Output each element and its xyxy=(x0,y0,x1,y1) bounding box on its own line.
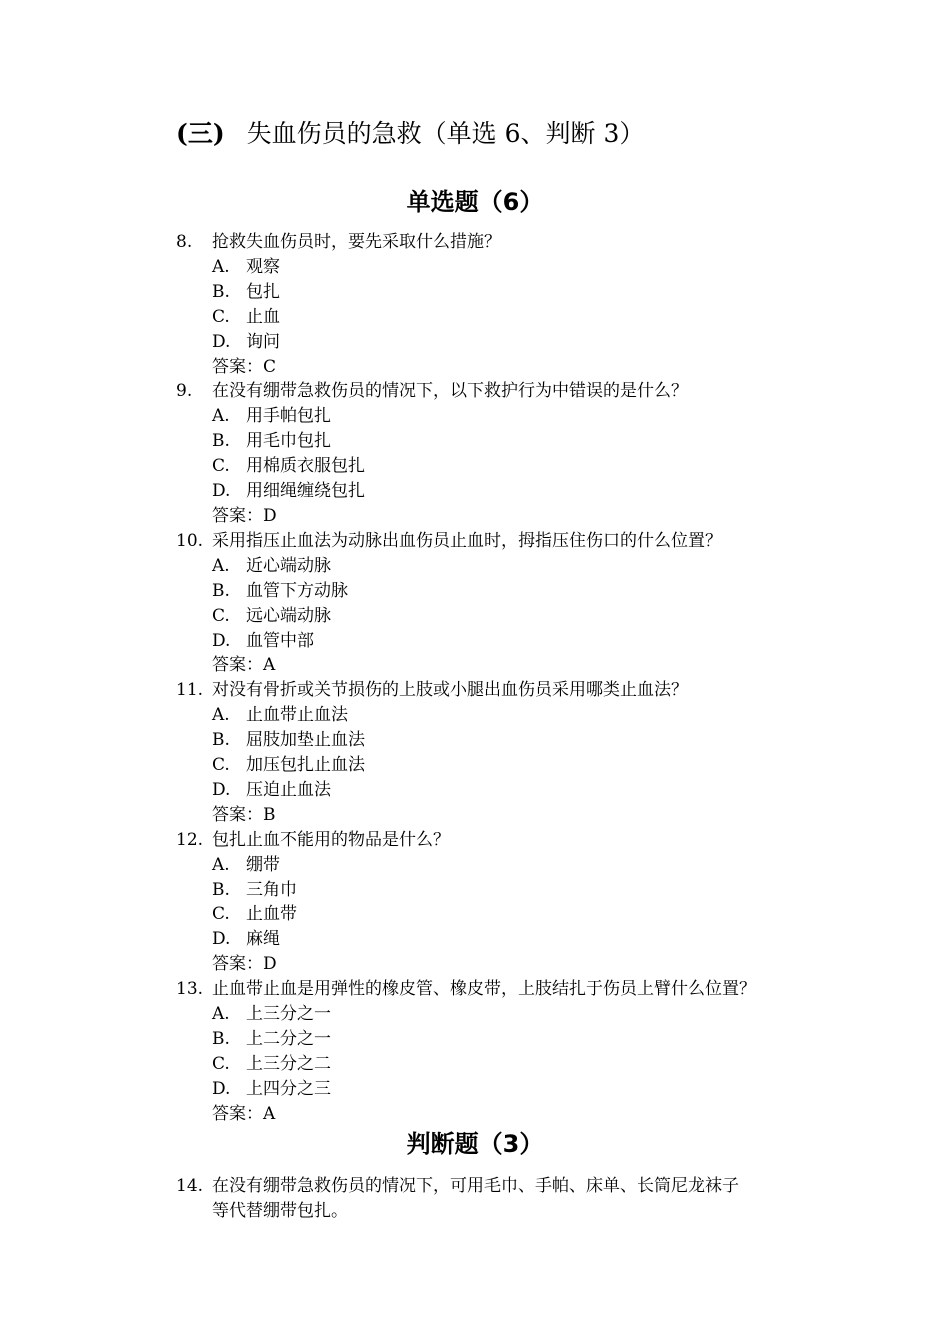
answer-option xyxy=(176,579,826,604)
option-text: 屈肢加垫止血法 xyxy=(246,730,365,751)
question-stem: 抢救失血伤员时，要先采取什么措施？ xyxy=(212,232,501,252)
option-letter: C. xyxy=(212,605,230,626)
section-title-text: 失血伤员的急救（单选 6、判断 3） xyxy=(246,119,645,148)
single-choice-list xyxy=(176,230,826,1127)
option-letter: D. xyxy=(212,929,231,950)
answer-option xyxy=(176,1027,826,1052)
question-number: 12. xyxy=(176,829,204,850)
answer-line xyxy=(176,952,826,977)
option-text: 止血带 xyxy=(246,904,297,925)
option-letter: D. xyxy=(212,630,231,651)
option-letter: C. xyxy=(212,904,230,925)
option-text: 询问 xyxy=(246,331,280,352)
answer-option xyxy=(176,305,826,330)
answer-line xyxy=(176,803,826,828)
answer-label: 答案： xyxy=(212,356,263,377)
option-text: 止血带止血法 xyxy=(246,705,348,726)
option-letter: A. xyxy=(212,256,230,277)
question-text xyxy=(176,828,826,853)
option-letter: C. xyxy=(212,456,230,477)
question-stem-continued: 等代替绷带包扎。 xyxy=(212,1200,348,1221)
option-text: 观察 xyxy=(246,256,280,277)
question-block xyxy=(176,230,826,379)
option-letter: C. xyxy=(212,306,230,327)
option-text: 加压包扎止血法 xyxy=(246,755,365,776)
answer-label: 答案： xyxy=(212,505,263,526)
single-choice-heading: 单选题（6） xyxy=(406,188,544,216)
answer-line xyxy=(176,653,826,678)
option-letter: D. xyxy=(212,779,231,800)
option-letter: B. xyxy=(212,1029,230,1049)
option-letter: D. xyxy=(212,1078,231,1099)
option-text: 血管下方动脉 xyxy=(246,580,348,601)
option-letter: B. xyxy=(212,431,230,452)
answer-label: 答案： xyxy=(212,804,263,825)
answer-option xyxy=(176,404,826,429)
answer-option xyxy=(176,604,826,629)
question-block xyxy=(176,828,826,977)
question-number: 11. xyxy=(176,680,204,701)
answer-option xyxy=(176,728,826,753)
option-letter: A. xyxy=(212,406,230,427)
answer-option xyxy=(176,554,826,579)
answer-value: B xyxy=(263,804,276,825)
true-false-heading: 判断题（3） xyxy=(406,1130,544,1158)
answer-value: C xyxy=(263,356,277,377)
option-text: 近心端动脉 xyxy=(246,555,331,576)
option-text: 上三分之一 xyxy=(246,1004,331,1025)
section-title xyxy=(176,116,644,152)
answer-option xyxy=(176,753,826,778)
option-text: 三角巾 xyxy=(246,879,297,900)
question-stem: 在没有绷带急救伤员的情况下，可用毛巾、手帕、床单、长筒尼龙袜子 xyxy=(212,1176,739,1196)
answer-line xyxy=(176,504,826,529)
question-text xyxy=(176,678,826,703)
answer-option xyxy=(176,255,826,280)
option-text: 上四分之三 xyxy=(246,1078,331,1099)
option-text: 用细绳缠绕包扎 xyxy=(246,481,365,502)
option-text: 止血 xyxy=(246,306,280,327)
question-number: 10. xyxy=(176,530,204,551)
question-number: 14. xyxy=(176,1176,204,1196)
answer-option xyxy=(176,454,826,479)
question-text xyxy=(176,379,826,404)
answer-option xyxy=(176,429,826,454)
answer-label: 答案： xyxy=(212,1103,263,1124)
question-number: 8. xyxy=(176,232,193,252)
answer-option xyxy=(176,853,826,878)
option-text: 绷带 xyxy=(246,854,280,875)
answer-label: 答案： xyxy=(212,655,263,676)
option-letter: D. xyxy=(212,481,231,502)
judge-question-block xyxy=(176,1174,826,1224)
option-text: 远心端动脉 xyxy=(246,605,331,626)
question-stem: 对没有骨折或关节损伤的上肢或小腿出血伤员采用哪类止血法？ xyxy=(212,680,688,701)
answer-option xyxy=(176,902,826,927)
option-text: 麻绳 xyxy=(246,929,280,950)
answer-value: D xyxy=(263,954,277,975)
answer-option xyxy=(176,629,826,654)
answer-option xyxy=(176,1077,826,1102)
option-letter: A. xyxy=(212,555,230,576)
question-block xyxy=(176,678,826,827)
option-letter: A. xyxy=(212,705,230,726)
question-stem: 止血带止血是用弹性的橡皮管、橡皮带，上肢结扎于伤员上臂什么位置？ xyxy=(212,979,756,1000)
answer-value: A xyxy=(263,1103,276,1124)
option-letter: B. xyxy=(212,281,230,302)
option-text: 包扎 xyxy=(246,281,280,302)
option-letter: B. xyxy=(212,879,230,900)
answer-option xyxy=(176,1002,826,1027)
option-text: 上三分之二 xyxy=(246,1053,331,1074)
answer-option xyxy=(176,1052,826,1077)
option-text: 用棉质衣服包扎 xyxy=(246,456,365,477)
option-text: 压迫止血法 xyxy=(246,779,331,800)
question-number: 13. xyxy=(176,979,204,1000)
question-block xyxy=(176,977,826,1126)
answer-option xyxy=(176,479,826,504)
question-number: 9. xyxy=(176,381,193,402)
answer-option xyxy=(176,330,826,355)
true-false-list xyxy=(176,1174,826,1224)
option-text: 用毛巾包扎 xyxy=(246,431,331,452)
option-letter: A. xyxy=(212,1004,230,1025)
answer-option xyxy=(176,927,826,952)
option-text: 血管中部 xyxy=(246,630,314,651)
option-letter: D. xyxy=(212,331,231,352)
option-text: 上二分之一 xyxy=(246,1029,331,1049)
option-letter: C. xyxy=(212,755,230,776)
answer-line xyxy=(176,1102,826,1127)
option-letter: A. xyxy=(212,854,230,875)
question-text xyxy=(176,977,826,1002)
judge-question-text xyxy=(176,1174,826,1199)
answer-value: A xyxy=(263,655,276,676)
section-number: (三) xyxy=(176,119,225,148)
option-letter: C. xyxy=(212,1053,230,1074)
answer-option xyxy=(176,878,826,903)
option-letter: B. xyxy=(212,580,230,601)
answer-option xyxy=(176,703,826,728)
answer-line xyxy=(176,355,826,380)
answer-value: D xyxy=(263,505,277,526)
question-text xyxy=(176,230,826,255)
question-stem: 在没有绷带急救伤员的情况下，以下救护行为中错误的是什么？ xyxy=(212,381,688,402)
answer-label: 答案： xyxy=(212,954,263,975)
question-stem: 包扎止血不能用的物品是什么？ xyxy=(212,829,450,850)
question-stem: 采用指压止血法为动脉出血伤员止血时，拇指压住伤口的什么位置？ xyxy=(212,530,722,551)
question-block xyxy=(176,379,826,528)
option-letter: B. xyxy=(212,730,230,751)
question-text xyxy=(176,529,826,554)
answer-option xyxy=(176,280,826,305)
question-block xyxy=(176,529,826,678)
answer-option xyxy=(176,778,826,803)
option-text: 用手帕包扎 xyxy=(246,406,331,427)
